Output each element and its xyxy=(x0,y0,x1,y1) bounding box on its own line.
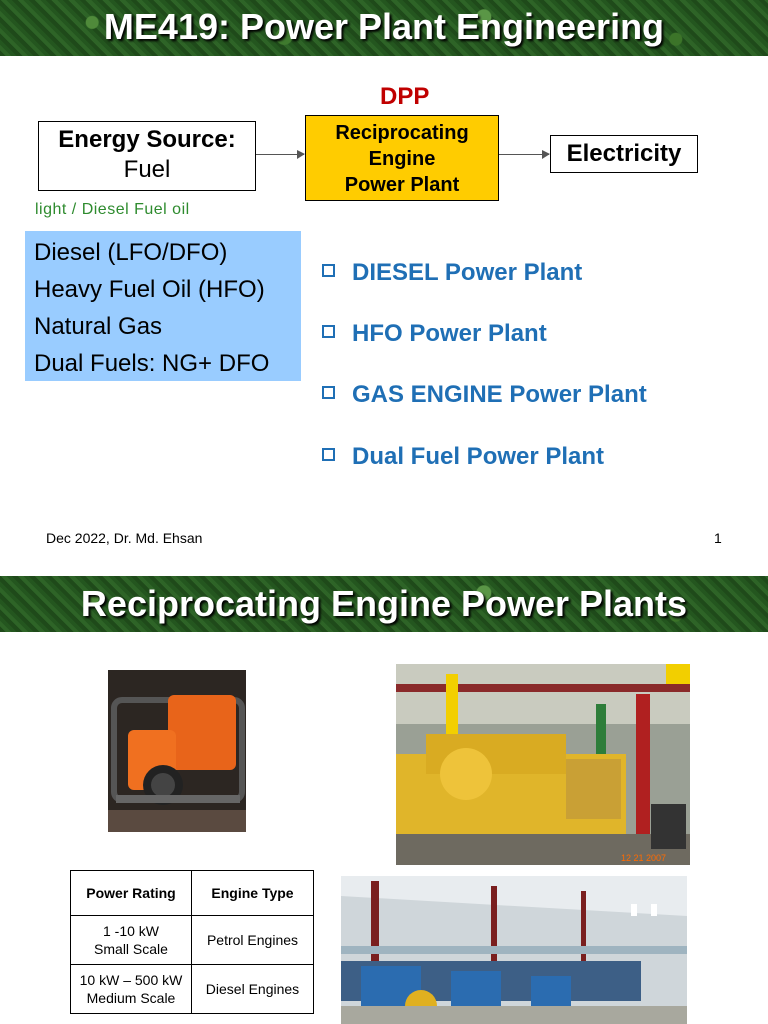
plant-item xyxy=(322,443,604,471)
plant-item xyxy=(322,259,582,287)
table-header: Engine Type xyxy=(192,871,314,916)
energy-source-box xyxy=(38,121,256,191)
table-row xyxy=(71,916,314,965)
energy-source-heading: Energy Source: xyxy=(58,126,236,153)
fuel-item: Dual Fuels: NG+ DFO xyxy=(34,350,270,377)
table-cell: Petrol Engines xyxy=(192,916,314,965)
fuel-note: light / Diesel Fuel oil xyxy=(35,201,190,218)
slide1-title: ME419: Power Plant Engineering xyxy=(103,6,665,47)
rating-scale: Small Scale xyxy=(94,941,168,957)
fuel-item: Diesel (LFO/DFO) xyxy=(34,239,228,266)
plant-item xyxy=(322,320,547,348)
power-rating-table xyxy=(70,870,314,1014)
dpp-label: DPP xyxy=(380,83,430,110)
slide2-title: Reciprocating Engine Power Plants xyxy=(80,583,688,624)
plant-label: Dual Fuel Power Plant xyxy=(352,443,605,470)
arrow-to-electricity xyxy=(499,154,549,155)
table-row xyxy=(71,965,314,1014)
checkbox-bullet-icon xyxy=(322,325,335,338)
energy-source-value: Fuel xyxy=(123,156,171,183)
reciprocating-engine-box xyxy=(305,115,499,201)
photo-date-stamp: 12 21 2007 xyxy=(621,853,667,863)
engine-hall-photo xyxy=(341,876,687,1024)
table-cell xyxy=(71,965,192,1014)
fuel-list xyxy=(25,231,301,381)
diesel-engine-photo xyxy=(396,664,690,865)
rating-value: 1 -10 kW xyxy=(102,923,159,939)
plant-label: DIESEL Power Plant xyxy=(352,259,583,286)
table-header-row xyxy=(71,871,314,916)
recip-line2: Engine xyxy=(368,148,436,170)
slide1-title-banner xyxy=(0,0,768,56)
fuel-item: Heavy Fuel Oil (HFO) xyxy=(34,276,265,303)
plant-item xyxy=(322,381,647,409)
fuel-item: Natural Gas xyxy=(34,313,163,340)
electricity-box: Electricity xyxy=(550,135,698,173)
checkbox-bullet-icon xyxy=(322,386,335,399)
plant-label: HFO Power Plant xyxy=(352,320,547,347)
portable-generator-photo xyxy=(108,670,246,832)
checkbox-bullet-icon xyxy=(322,264,335,277)
recip-line3: Power Plant xyxy=(344,174,460,196)
footer-credit: Dec 2022, Dr. Md. Ehsan xyxy=(46,530,203,546)
rating-value: 10 kW – 500 kW xyxy=(79,972,183,988)
slide2-title-banner xyxy=(0,576,768,632)
recip-line1: Reciprocating xyxy=(335,122,469,144)
table-cell xyxy=(71,916,192,965)
checkbox-bullet-icon xyxy=(322,448,335,461)
table-header: Power Rating xyxy=(71,871,192,916)
arrow-to-engine xyxy=(256,154,304,155)
rating-scale: Medium Scale xyxy=(86,990,176,1006)
table-cell: Diesel Engines xyxy=(192,965,314,1014)
page-number: 1 xyxy=(714,530,722,546)
plant-label: GAS ENGINE Power Plant xyxy=(352,381,647,408)
